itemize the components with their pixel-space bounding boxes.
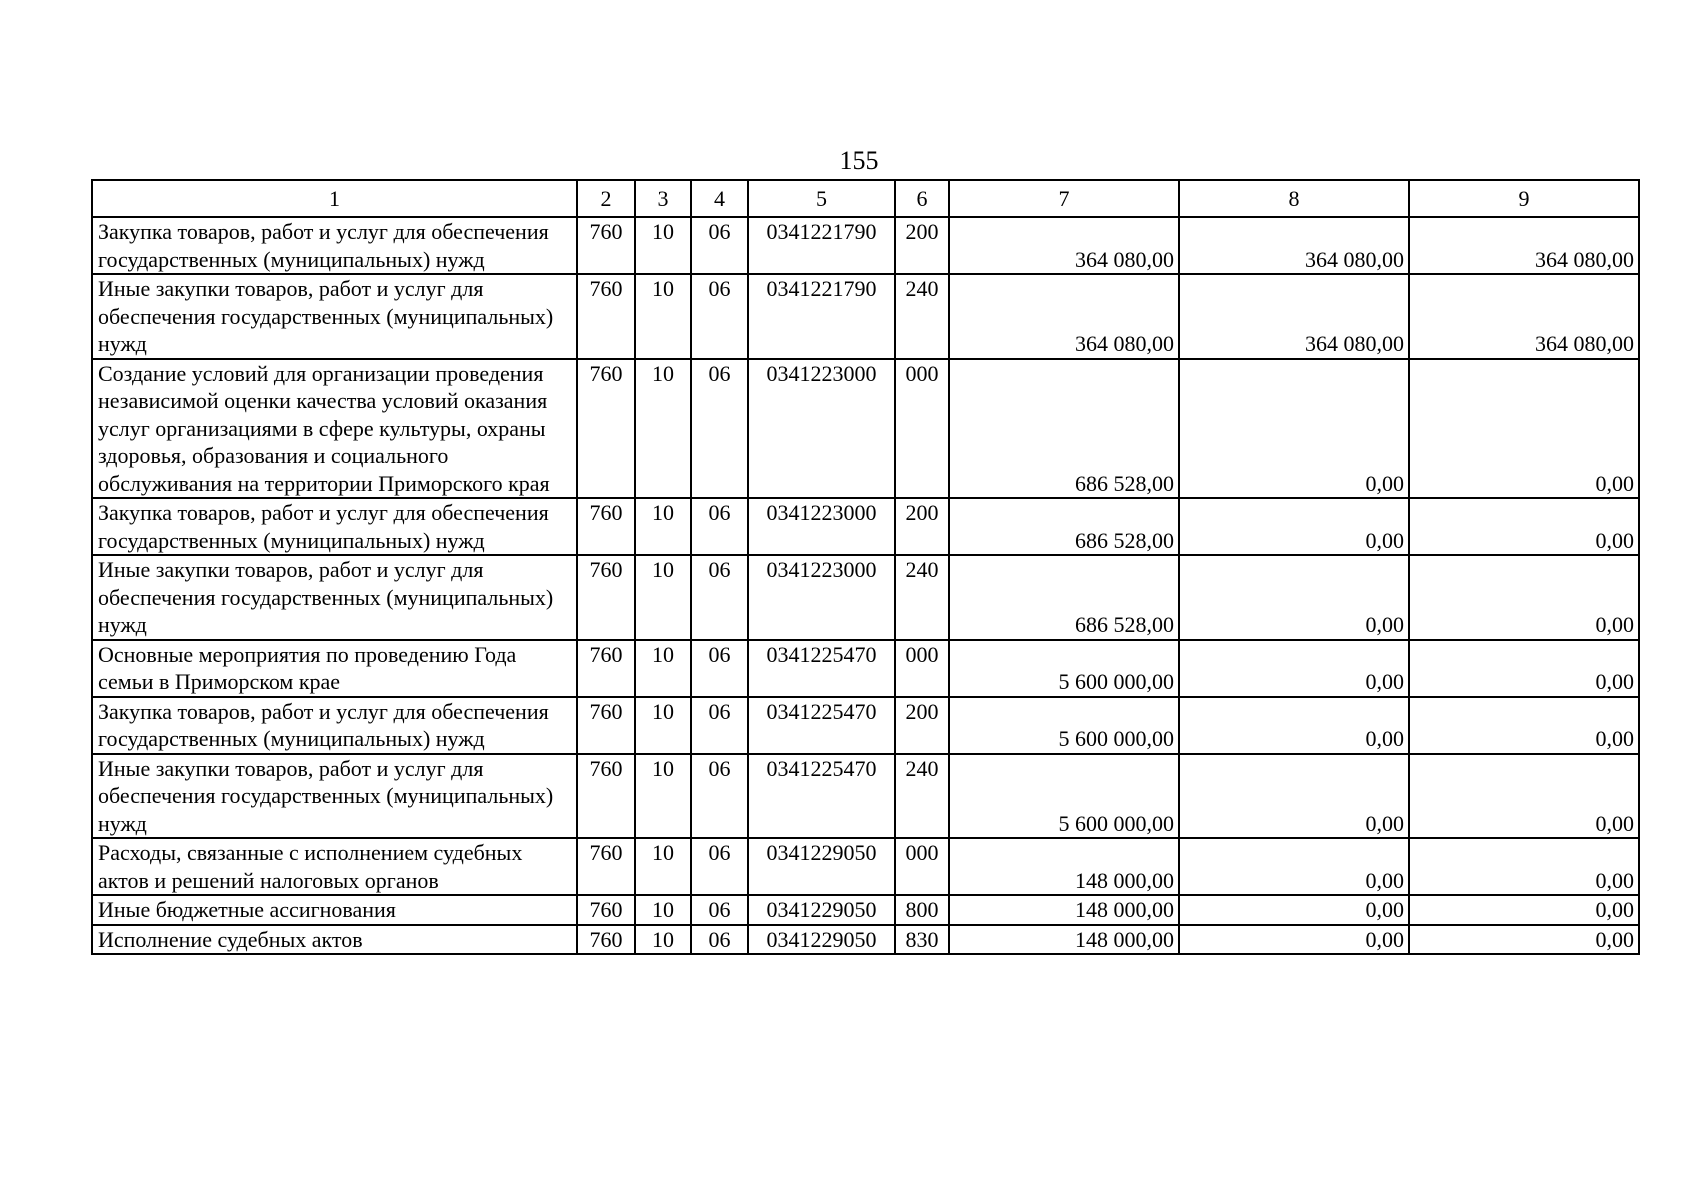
table-row xyxy=(92,925,1639,955)
page-number: 155 xyxy=(839,146,879,175)
header-col-9: 9 xyxy=(1409,180,1639,217)
cell-col-6: 000 xyxy=(895,359,949,499)
cell-col-8: 364 080,00 xyxy=(1179,217,1409,274)
cell-col-5: 0341229050 xyxy=(748,838,895,895)
cell-col-2: 760 xyxy=(577,359,635,499)
cell-col-4: 06 xyxy=(691,640,748,697)
cell-col-9: 364 080,00 xyxy=(1409,217,1639,274)
cell-col-3: 10 xyxy=(635,359,691,499)
cell-col-9: 0,00 xyxy=(1409,555,1639,640)
header-col-7: 7 xyxy=(949,180,1179,217)
cell-col-3: 10 xyxy=(635,925,691,955)
cell-col-8: 0,00 xyxy=(1179,697,1409,754)
table-row xyxy=(92,895,1639,925)
cell-name: Закупка товаров, работ и услуг для обеспечения государственных (муниципальных) нужд xyxy=(92,217,577,274)
cell-name: Иные закупки товаров, работ и услуг для обеспечения государственных (муниципальных) нужд xyxy=(92,274,577,359)
cell-name: Создание условий для организации проведения независимой оценки качества условий оказания услуг организациями в сфере культуры, охраны здоровья, образования и социального обслуживания на территории Приморского края xyxy=(92,359,577,499)
cell-col-8: 0,00 xyxy=(1179,925,1409,955)
table-row xyxy=(92,274,1639,359)
cell-col-3: 10 xyxy=(635,555,691,640)
cell-col-9: 0,00 xyxy=(1409,754,1639,839)
table-row xyxy=(92,498,1639,555)
cell-col-3: 10 xyxy=(635,498,691,555)
cell-col-7: 5 600 000,00 xyxy=(949,697,1179,754)
budget-table xyxy=(91,179,1640,955)
cell-col-4: 06 xyxy=(691,754,748,839)
cell-col-5: 0341223000 xyxy=(748,498,895,555)
cell-col-3: 10 xyxy=(635,754,691,839)
cell-col-2: 760 xyxy=(577,274,635,359)
cell-col-4: 06 xyxy=(691,925,748,955)
header-col-2: 2 xyxy=(577,180,635,217)
cell-name: Исполнение судебных актов xyxy=(92,925,577,955)
cell-col-3: 10 xyxy=(635,217,691,274)
header-row xyxy=(92,180,1639,217)
cell-col-9: 0,00 xyxy=(1409,359,1639,499)
cell-name: Расходы, связанные с исполнением судебных актов и решений налоговых органов xyxy=(92,838,577,895)
cell-col-7: 148 000,00 xyxy=(949,925,1179,955)
table-row xyxy=(92,697,1639,754)
cell-col-2: 760 xyxy=(577,697,635,754)
cell-col-6: 200 xyxy=(895,498,949,555)
cell-col-9: 0,00 xyxy=(1409,697,1639,754)
cell-col-2: 760 xyxy=(577,838,635,895)
cell-name: Иные закупки товаров, работ и услуг для обеспечения государственных (муниципальных) нужд xyxy=(92,754,577,839)
cell-col-5: 0341229050 xyxy=(748,925,895,955)
cell-col-3: 10 xyxy=(635,895,691,925)
cell-col-6: 200 xyxy=(895,217,949,274)
cell-col-9: 0,00 xyxy=(1409,895,1639,925)
cell-col-7: 5 600 000,00 xyxy=(949,640,1179,697)
cell-col-8: 0,00 xyxy=(1179,640,1409,697)
cell-col-6: 240 xyxy=(895,555,949,640)
cell-col-4: 06 xyxy=(691,895,748,925)
header-col-8: 8 xyxy=(1179,180,1409,217)
cell-col-5: 0341223000 xyxy=(748,359,895,499)
cell-col-3: 10 xyxy=(635,274,691,359)
cell-col-5: 0341225470 xyxy=(748,640,895,697)
cell-col-6: 000 xyxy=(895,640,949,697)
cell-col-2: 760 xyxy=(577,640,635,697)
cell-col-2: 760 xyxy=(577,754,635,839)
cell-col-9: 0,00 xyxy=(1409,498,1639,555)
cell-col-2: 760 xyxy=(577,925,635,955)
header-col-6: 6 xyxy=(895,180,949,217)
cell-col-4: 06 xyxy=(691,359,748,499)
cell-col-2: 760 xyxy=(577,555,635,640)
cell-col-6: 240 xyxy=(895,754,949,839)
cell-col-7: 686 528,00 xyxy=(949,359,1179,499)
cell-col-8: 0,00 xyxy=(1179,754,1409,839)
table-header xyxy=(92,180,1639,217)
header-col-1: 1 xyxy=(92,180,577,217)
cell-col-3: 10 xyxy=(635,838,691,895)
cell-col-7: 148 000,00 xyxy=(949,838,1179,895)
cell-col-2: 760 xyxy=(577,895,635,925)
cell-col-7: 364 080,00 xyxy=(949,217,1179,274)
cell-col-3: 10 xyxy=(635,697,691,754)
cell-col-7: 686 528,00 xyxy=(949,498,1179,555)
cell-col-5: 0341225470 xyxy=(748,697,895,754)
cell-name: Иные бюджетные ассигнования xyxy=(92,895,577,925)
cell-col-6: 830 xyxy=(895,925,949,955)
cell-col-9: 0,00 xyxy=(1409,838,1639,895)
cell-col-5: 0341221790 xyxy=(748,274,895,359)
cell-col-6: 240 xyxy=(895,274,949,359)
cell-name: Основные мероприятия по проведению Года семьи в Приморском крае xyxy=(92,640,577,697)
cell-col-7: 686 528,00 xyxy=(949,555,1179,640)
cell-col-6: 200 xyxy=(895,697,949,754)
header-col-5: 5 xyxy=(748,180,895,217)
cell-name: Иные закупки товаров, работ и услуг для обеспечения государственных (муниципальных) нужд xyxy=(92,555,577,640)
cell-col-7: 364 080,00 xyxy=(949,274,1179,359)
cell-col-8: 0,00 xyxy=(1179,359,1409,499)
cell-col-4: 06 xyxy=(691,697,748,754)
cell-col-2: 760 xyxy=(577,217,635,274)
cell-col-7: 5 600 000,00 xyxy=(949,754,1179,839)
cell-col-2: 760 xyxy=(577,498,635,555)
cell-name: Закупка товаров, работ и услуг для обеспечения государственных (муниципальных) нужд xyxy=(92,697,577,754)
cell-col-5: 0341225470 xyxy=(748,754,895,839)
cell-col-4: 06 xyxy=(691,217,748,274)
cell-col-9: 0,00 xyxy=(1409,925,1639,955)
cell-col-8: 0,00 xyxy=(1179,498,1409,555)
cell-col-8: 364 080,00 xyxy=(1179,274,1409,359)
cell-col-8: 0,00 xyxy=(1179,838,1409,895)
table-row xyxy=(92,754,1639,839)
cell-col-6: 000 xyxy=(895,838,949,895)
cell-col-6: 800 xyxy=(895,895,949,925)
table-row xyxy=(92,217,1639,274)
cell-col-8: 0,00 xyxy=(1179,895,1409,925)
cell-col-4: 06 xyxy=(691,498,748,555)
cell-name: Закупка товаров, работ и услуг для обеспечения государственных (муниципальных) нужд xyxy=(92,498,577,555)
cell-col-5: 0341223000 xyxy=(748,555,895,640)
cell-col-4: 06 xyxy=(691,274,748,359)
cell-col-9: 364 080,00 xyxy=(1409,274,1639,359)
cell-col-9: 0,00 xyxy=(1409,640,1639,697)
table-row xyxy=(92,838,1639,895)
cell-col-4: 06 xyxy=(691,555,748,640)
table-row xyxy=(92,359,1639,499)
cell-col-7: 148 000,00 xyxy=(949,895,1179,925)
table-row xyxy=(92,640,1639,697)
header-col-4: 4 xyxy=(691,180,748,217)
cell-col-4: 06 xyxy=(691,838,748,895)
table-body xyxy=(92,217,1639,954)
table-row xyxy=(92,555,1639,640)
header-col-3: 3 xyxy=(635,180,691,217)
cell-col-3: 10 xyxy=(635,640,691,697)
cell-col-5: 0341229050 xyxy=(748,895,895,925)
cell-col-5: 0341221790 xyxy=(748,217,895,274)
cell-col-8: 0,00 xyxy=(1179,555,1409,640)
